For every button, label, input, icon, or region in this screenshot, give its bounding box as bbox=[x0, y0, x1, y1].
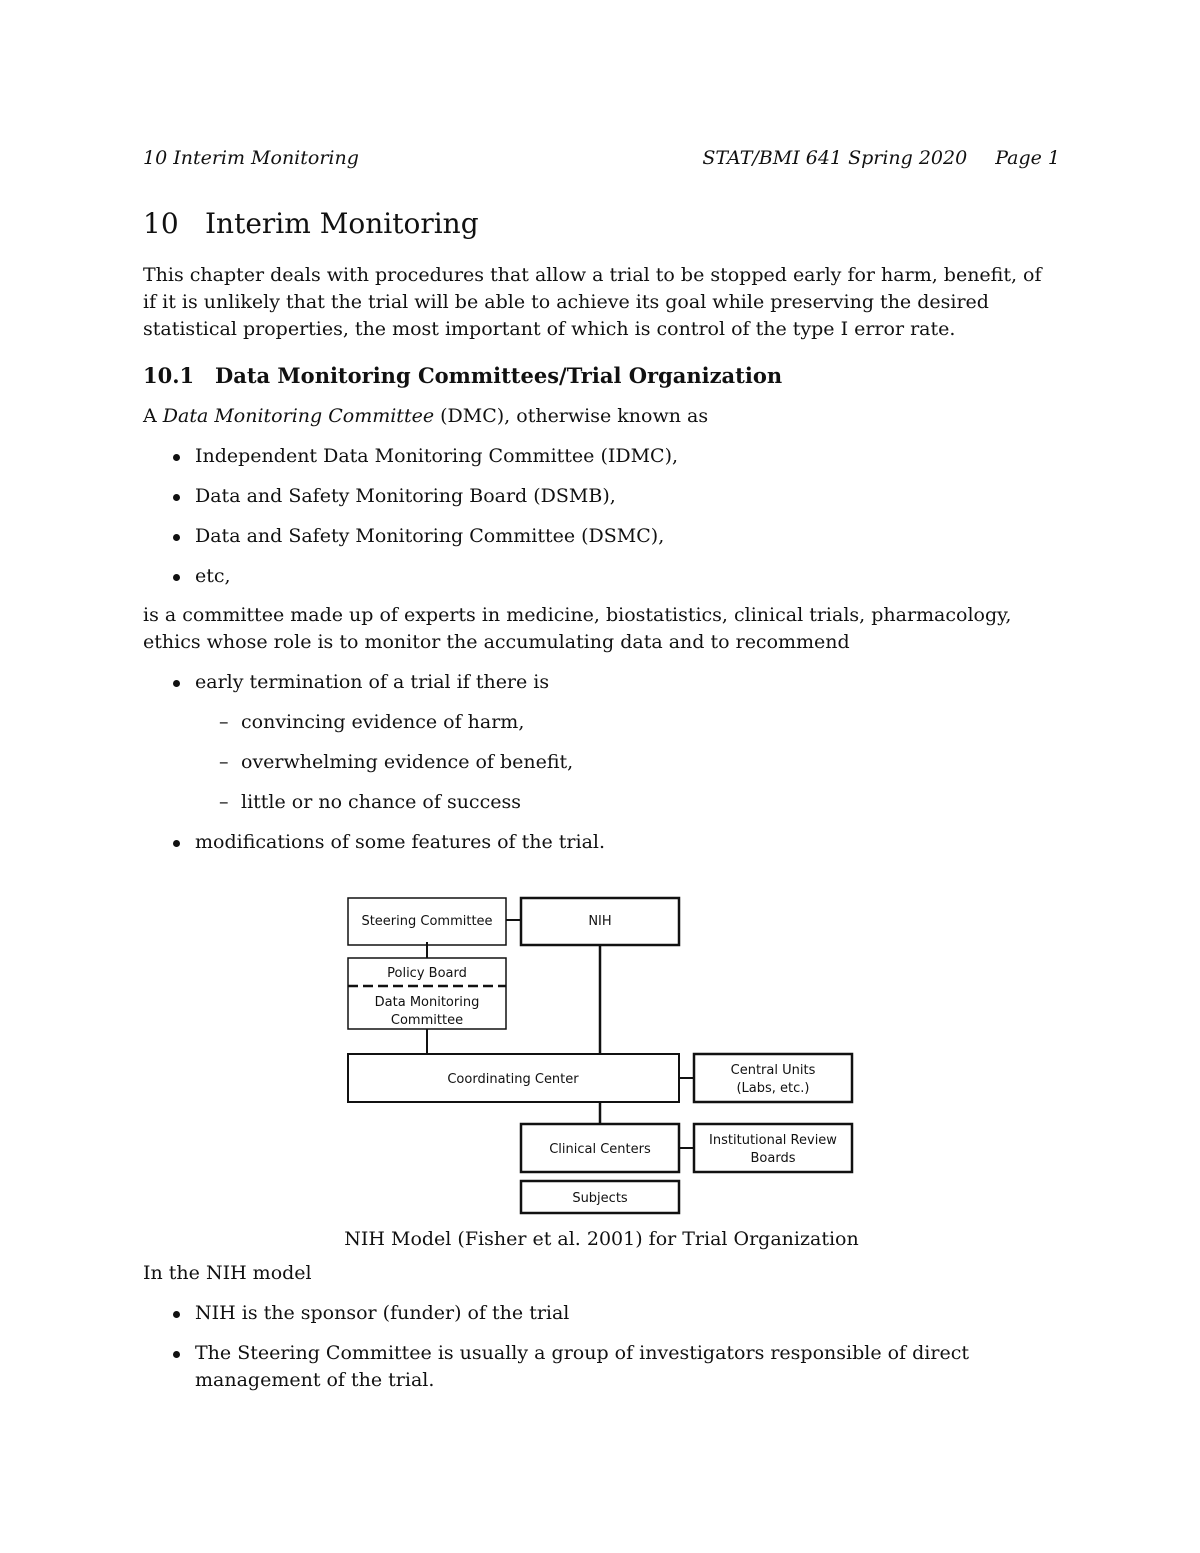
figure-caption: NIH Model (Fisher et al. 2001) for Trial Organization bbox=[344, 1228, 859, 1250]
subjects-label: Subjects bbox=[572, 1191, 628, 1206]
org-chart bbox=[346, 894, 856, 1216]
nih-model-list bbox=[143, 1300, 1060, 1394]
page-number: Page 1 bbox=[995, 147, 1060, 169]
page-content bbox=[143, 206, 1060, 1394]
nih-label: NIH bbox=[588, 914, 612, 929]
running-head-course: STAT/BMI 641 Spring 2020 bbox=[702, 147, 968, 169]
central-units-label-line2: (Labs, etc.) bbox=[736, 1081, 810, 1096]
list-item bbox=[143, 443, 1060, 470]
reasons-list bbox=[195, 709, 1060, 816]
list-item-text: The Steering Committee is usually a group of investigators responsible of direct management of the trial. bbox=[195, 1342, 969, 1391]
chapter-number: 10 bbox=[143, 207, 179, 240]
irb-label-line2: Boards bbox=[750, 1151, 796, 1166]
list-item-text: etc, bbox=[195, 565, 231, 587]
bullet-icon bbox=[173, 494, 180, 501]
list-item-text: convincing evidence of harm, bbox=[241, 711, 525, 733]
list-item-text: NIH is the sponsor (funder) of the trial bbox=[195, 1302, 570, 1324]
bullet-icon bbox=[173, 1351, 180, 1358]
recommend-list bbox=[143, 669, 1060, 856]
chapter-title: Interim Monitoring bbox=[205, 207, 479, 240]
dash-icon: – bbox=[219, 711, 229, 733]
central-units-label-line1: Central Units bbox=[730, 1063, 816, 1078]
bullet-icon bbox=[173, 454, 180, 461]
list-item-text: Data and Safety Monitoring Committee (DSMC), bbox=[195, 525, 665, 547]
trial-organization-figure bbox=[143, 894, 1060, 1252]
dash-icon: – bbox=[219, 791, 229, 813]
lead-rest: (DMC), otherwise known as bbox=[440, 405, 709, 427]
list-item bbox=[195, 749, 1060, 776]
list-item bbox=[195, 789, 1060, 816]
steering-committee-label: Steering Committee bbox=[361, 914, 493, 929]
list-item-text: overwhelming evidence of benefit, bbox=[241, 751, 574, 773]
dmc-definition-lead bbox=[143, 403, 1060, 430]
dmc-label-line1: Data Monitoring bbox=[374, 995, 480, 1010]
list-item bbox=[195, 709, 1060, 736]
nih-model-intro: In the NIH model bbox=[143, 1262, 312, 1284]
running-head-right bbox=[702, 146, 1060, 170]
chapter-heading bbox=[143, 206, 1060, 242]
list-item bbox=[143, 669, 1060, 816]
list-item bbox=[143, 563, 1060, 590]
dmc-term: Data Monitoring Committee bbox=[162, 405, 435, 427]
section-title: Data Monitoring Committees/Trial Organization bbox=[215, 363, 783, 388]
bullet-icon bbox=[173, 534, 180, 541]
list-item-text: little or no chance of success bbox=[241, 791, 521, 813]
bullet-icon bbox=[173, 574, 180, 581]
list-item-text: early termination of a trial if there is bbox=[195, 671, 550, 693]
list-item-text: Independent Data Monitoring Committee (IDMC), bbox=[195, 445, 679, 467]
aka-list bbox=[143, 443, 1060, 590]
list-item bbox=[143, 1300, 1060, 1327]
bullet-icon bbox=[173, 1311, 180, 1318]
bullet-icon bbox=[173, 680, 180, 687]
list-item bbox=[143, 1340, 1060, 1394]
dmc-label-line2: Committee bbox=[390, 1013, 464, 1028]
bullet-icon bbox=[173, 840, 180, 847]
section-heading bbox=[143, 361, 1060, 391]
dmc-role-paragraph: is a committee made up of experts in medicine, biostatistics, clinical trials, pharmacology, ethics whose role is to monitor the accumulating data and to recommend bbox=[143, 604, 1012, 653]
list-item bbox=[143, 829, 1060, 856]
clinical-centers-label: Clinical Centers bbox=[549, 1142, 651, 1157]
chapter-intro: This chapter deals with procedures that allow a trial to be stopped early for harm, benefit, of if it is unlikely that the trial will be able to achieve its goal while preserving the desired statistical properties, the most important of which is control of the type I error rate. bbox=[143, 264, 1042, 340]
list-item-text: modifications of some features of the trial. bbox=[195, 831, 606, 853]
coordinating-center-label: Coordinating Center bbox=[447, 1072, 579, 1087]
dash-icon: – bbox=[219, 751, 229, 773]
lead-article: A bbox=[143, 405, 157, 427]
list-item-text: Data and Safety Monitoring Board (DSMB), bbox=[195, 485, 616, 507]
irb-label-line1: Institutional Review bbox=[709, 1133, 837, 1148]
list-item bbox=[143, 523, 1060, 550]
policy-board-label: Policy Board bbox=[387, 966, 467, 981]
running-head-chapter: 10 Interim Monitoring bbox=[143, 147, 359, 169]
section-number: 10.1 bbox=[143, 363, 195, 388]
list-item bbox=[143, 483, 1060, 510]
